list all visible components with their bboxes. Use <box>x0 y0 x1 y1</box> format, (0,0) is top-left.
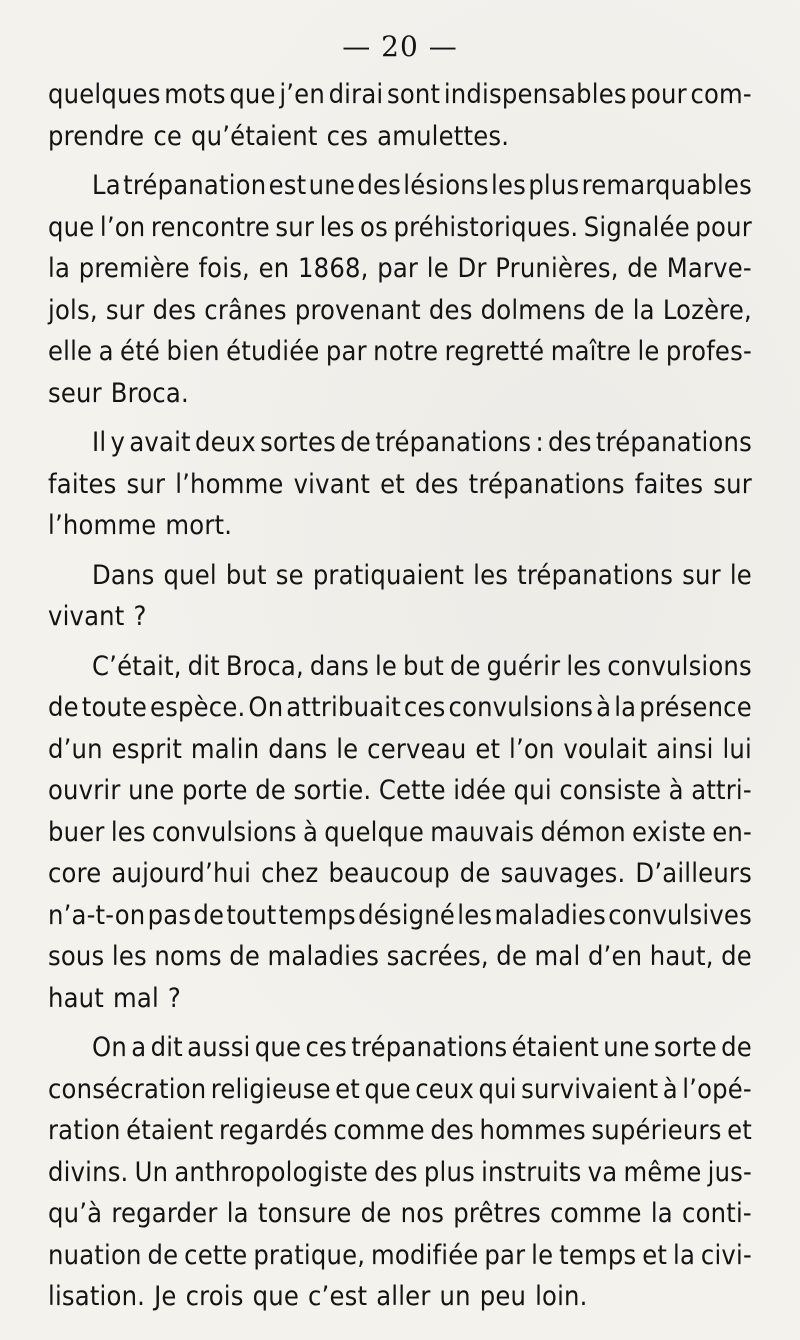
text-line: elle a été bien étudiée par notre regretté maître le profes- <box>48 336 752 367</box>
text-line: On a dit aussi que ces trépanations étaient une sorte de <box>92 1032 752 1063</box>
text-line: buer les convulsions à quelque mauvais démon existe en- <box>48 816 752 848</box>
text-line: l’homme mort. <box>48 510 233 541</box>
text-line: nuation de cette pratique, modifiée par le temps et la civi- <box>48 1239 752 1271</box>
text-line: core aujourd’hui chez beaucoup de sauvages. D’ailleurs <box>48 858 752 889</box>
text-line: sous les noms de maladies sacrées, de mal d’en haut, de <box>48 941 752 972</box>
body-text <box>48 74 752 1318</box>
text-line: jols, sur des crânes provenant des dolmens de la Lozère, <box>48 294 752 326</box>
text-line: Il y avait deux sortes de trépanations : des trépanations <box>92 427 752 458</box>
paragraph <box>48 74 752 157</box>
text-line: La trépanation est une des lésions les plus remarquables <box>92 170 752 201</box>
paragraph <box>48 422 752 547</box>
text-line: faites sur l’homme vivant et des trépanations faites sur <box>48 468 752 500</box>
paragraph-gap <box>48 638 752 646</box>
text-line: divins. Un anthropologiste des plus instruits va même jus- <box>48 1156 752 1188</box>
text-line: consécration religieuse et que ceux qui survivaient à l’opé- <box>48 1073 752 1105</box>
text-line: d’un esprit malin dans le cerveau et l’on voulait ainsi lui <box>48 733 752 765</box>
paragraph-gap <box>48 547 752 555</box>
paragraph-gap <box>48 157 752 165</box>
text-line: n’a-t-on pas de tout temps désigné les maladies convulsives <box>48 899 752 931</box>
text-line: que l’on rencontre sur les os préhistoriques. Signalée pour <box>48 211 752 243</box>
text-line: C’était, dit Broca, dans le but de guérir les convulsions <box>92 650 752 682</box>
text-line: la première fois, en 1868, par le Dr Prunières, de Marve- <box>48 253 752 284</box>
paragraph-gap <box>48 414 752 422</box>
page-number: — 20 — <box>342 30 458 63</box>
text-line: de toute espèce. On attribuait ces convulsions à la présence <box>48 692 752 723</box>
text-line: lisation. Je crois que c’est aller un peu loin. <box>48 1281 588 1312</box>
text-line: ration étaient regardés comme des hommes supérieurs et <box>48 1115 752 1146</box>
text-line: vivant ? <box>48 601 147 632</box>
paragraph <box>48 165 752 414</box>
text-line: ouvrir une porte de sortie. Cette idée qui consiste à attri- <box>48 775 752 806</box>
text-line: quelques mots que j’en dirai sont indispensables pour com- <box>48 79 752 110</box>
paragraph <box>48 646 752 1020</box>
paragraph <box>48 555 752 638</box>
text-line: qu’à regarder la tonsure de nos prêtres comme la conti- <box>48 1198 752 1229</box>
text-line: haut mal ? <box>48 982 181 1014</box>
text-line: seur Broca. <box>48 377 189 409</box>
text-line: prendre ce qu’étaient ces amulettes. <box>48 120 510 152</box>
paragraph-gap <box>48 1019 752 1027</box>
text-line: Dans quel but se pratiquaient les trépanations sur le <box>92 559 752 591</box>
paragraph <box>48 1027 752 1318</box>
